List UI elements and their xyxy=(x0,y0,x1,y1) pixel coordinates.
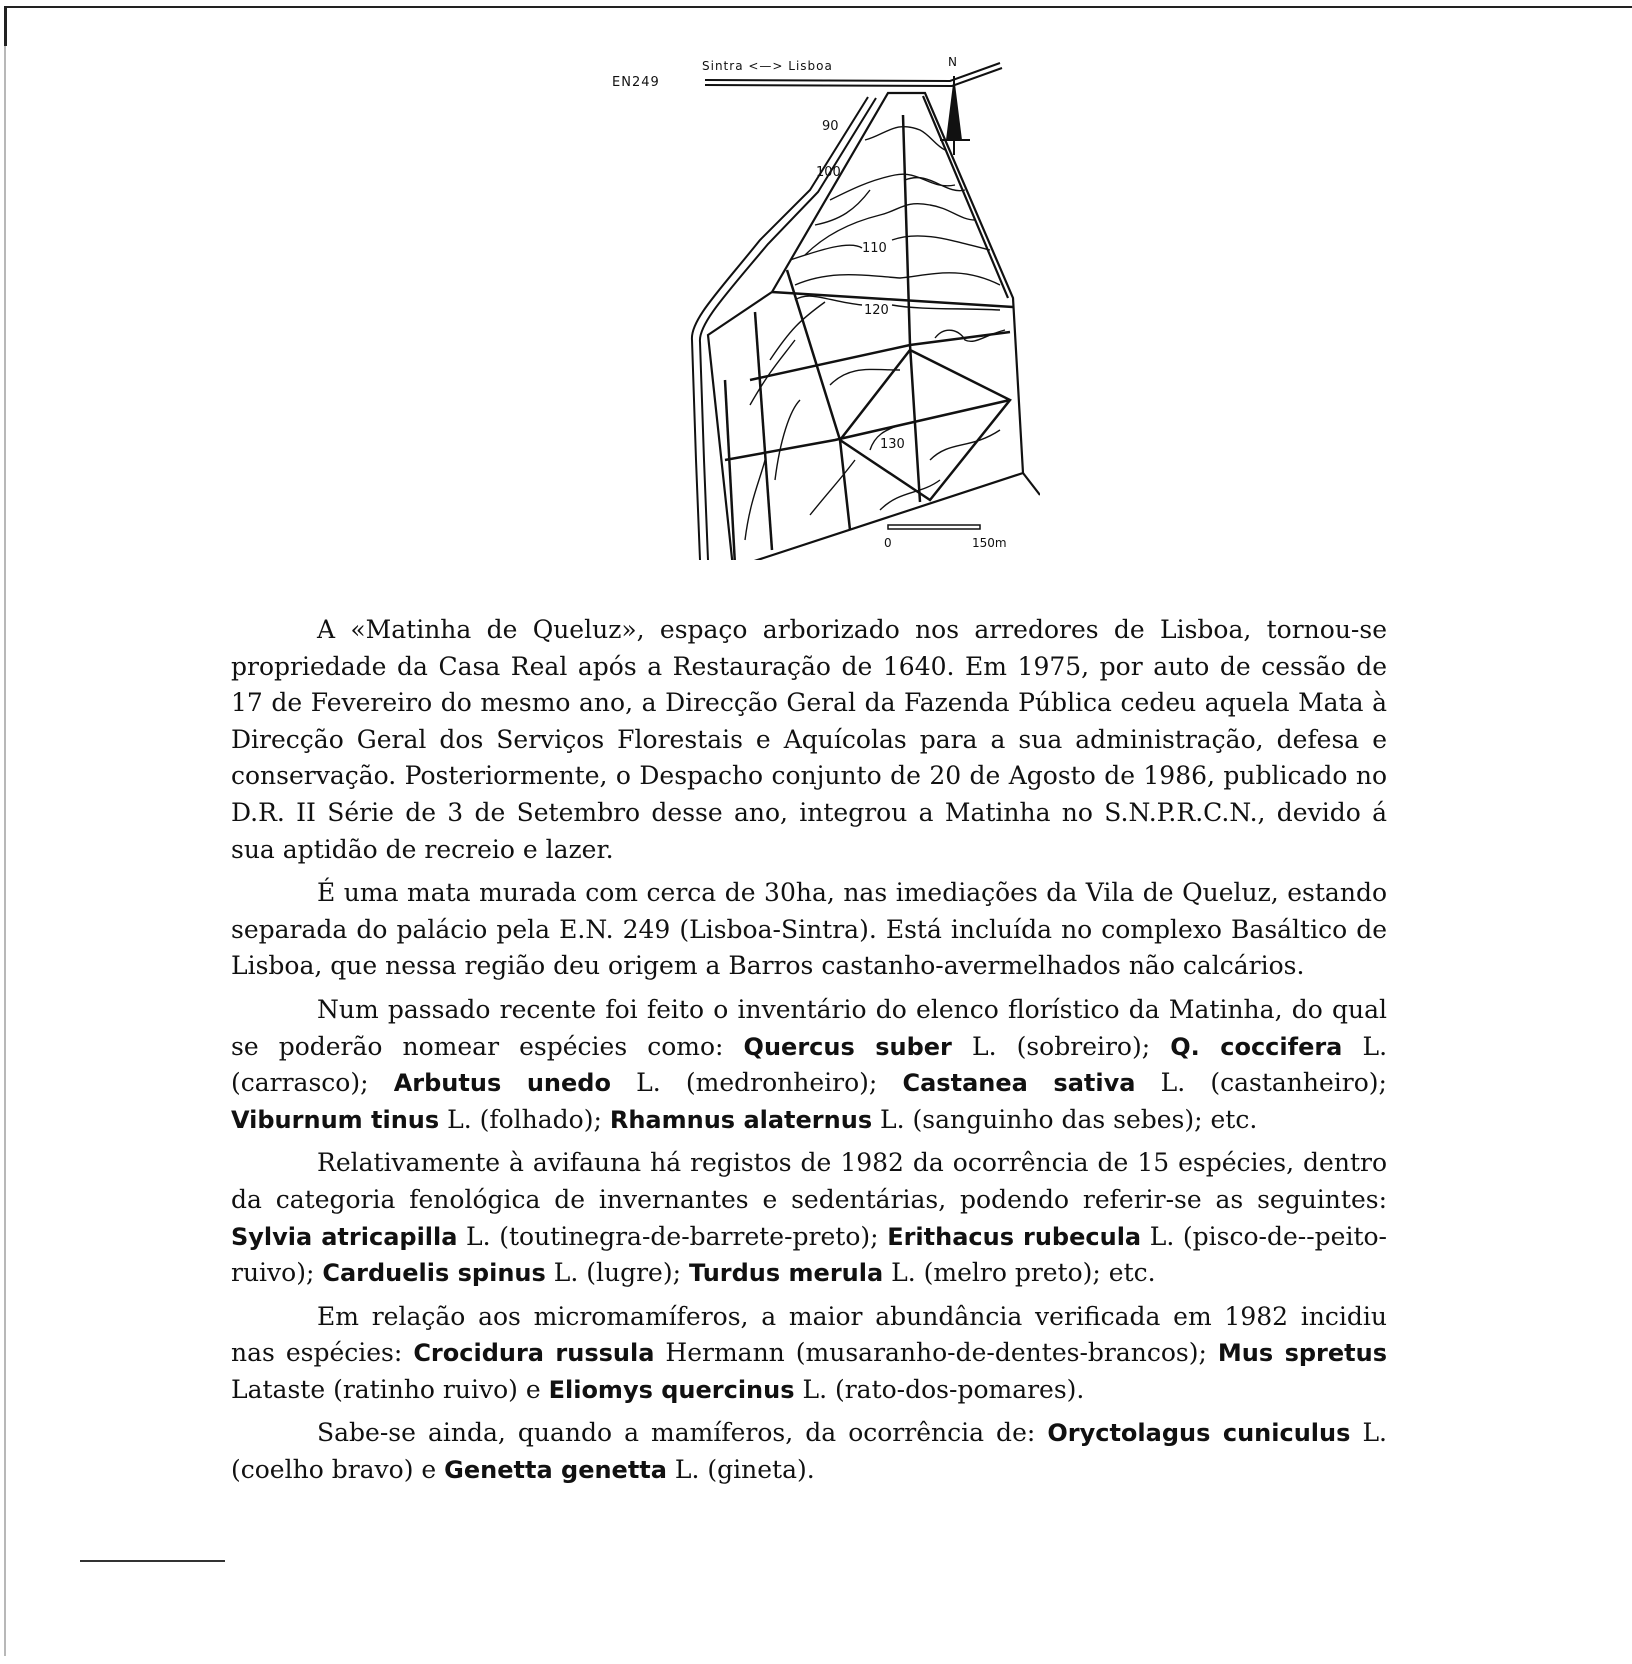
contour-label-120: 120 xyxy=(864,303,889,318)
map-boundary xyxy=(708,93,1040,560)
text-segment: L. (lugre); xyxy=(545,1258,689,1288)
paragraph xyxy=(231,1145,1387,1291)
species-name: Eliomys quercinus xyxy=(548,1375,795,1404)
species-name: Turdus merula xyxy=(688,1259,884,1288)
species-name: Carduelis spinus xyxy=(322,1259,546,1288)
footer-rule xyxy=(80,1560,225,1562)
species-name: Erithacus rubecula xyxy=(887,1222,1142,1251)
species-name: Sylvia atricapilla xyxy=(231,1222,458,1251)
scale-end-label: 150m xyxy=(972,536,1007,550)
page-border-left xyxy=(4,6,6,1656)
paragraph xyxy=(231,612,1387,868)
contour-label-110: 110 xyxy=(862,241,887,256)
species-name: Arbutus unedo xyxy=(393,1069,611,1098)
species-name: Q. coccifera xyxy=(1170,1032,1343,1061)
text-segment: L. (rato-dos-pomares). xyxy=(794,1374,1085,1404)
paragraph xyxy=(231,875,1387,985)
species-name: Mus spretus xyxy=(1217,1339,1388,1368)
text-segment: A «Matinha de Queluz», espaço arborizado nos arredores de Lisboa, tornou-se propriedade da Casa Real após a Restauração de 1640. Em 1975, por auto de cessão de 17 de Fevereiro do mesmo ano, a Direcção Geral da Fazenda Pública cedeu aquela Mata à Direcção Geral dos Serviços Florestais e Aquícolas para a sua administração, defesa e conservação. Posteriormente, o Despacho conjunto de 20 de Agosto de 1986, publicado no D.R. II Série de 3 de Setembro desse ano, integrou a Matinha no S.N.P.R.C.N., devido á sua aptidão de recreio e lazer. xyxy=(231,615,1387,864)
text-segment: Num passado recente foi feito o inventário do elenco florístico da Matinha, do qual se poderão nomear espécies como: xyxy=(231,994,1387,1061)
text-segment: L. (gineta). xyxy=(666,1455,815,1485)
text-segment: Hermann (musaranho-de-dentes-brancos); xyxy=(654,1338,1218,1368)
north-arrow xyxy=(940,55,970,155)
contour-label-130: 130 xyxy=(880,437,905,452)
text-segment: L. (castanheiro); xyxy=(1135,1068,1387,1098)
text-segment: L. (sanguinho das sebes); etc. xyxy=(872,1104,1258,1134)
site-map xyxy=(600,40,1040,560)
contour-label-90: 90 xyxy=(822,119,839,134)
species-name: Castanea sativa xyxy=(902,1069,1136,1098)
text-segment: L. (sobreiro); xyxy=(951,1031,1171,1061)
scale-bar xyxy=(884,525,1007,550)
page-border-top xyxy=(4,6,1632,8)
body-text xyxy=(231,612,1387,1496)
text-segment: L. (medronheiro); xyxy=(610,1068,903,1098)
text-segment: L. (folhado); xyxy=(439,1104,610,1134)
text-segment: L. (pisco-de--peito-ruivo); xyxy=(231,1221,1387,1288)
scale-start-label: 0 xyxy=(884,536,892,550)
paragraph xyxy=(231,1415,1387,1488)
species-name: Genetta genetta xyxy=(444,1456,667,1485)
road-label: EN249 xyxy=(612,75,660,90)
paragraph xyxy=(231,1299,1387,1409)
text-segment: Em relação aos micromamíferos, a maior abundância verificada em 1982 incidiu nas espécies: xyxy=(231,1301,1387,1368)
page-corner-mark xyxy=(4,6,23,46)
north-label: N xyxy=(948,55,957,69)
text-segment: L. (coelho bravo) e xyxy=(231,1418,1387,1485)
text-segment: L. (toutinegra-de-barrete-preto); xyxy=(457,1221,888,1251)
text-segment: L. (melro preto); etc. xyxy=(883,1258,1156,1288)
species-name: Oryctolagus cuniculus xyxy=(1047,1419,1351,1448)
text-segment: L. (carrasco); xyxy=(231,1031,1388,1098)
species-name: Crocidura russula xyxy=(413,1339,655,1368)
species-name: Rhamnus alaternus xyxy=(609,1105,873,1134)
text-segment: Lataste (ratinho ruivo) e xyxy=(231,1374,549,1404)
text-segment: É uma mata murada com cerca de 30ha, nas imediações da Vila de Queluz, estando separada do palácio pela E.N. 249 (Lisboa-Sintra). Está incluída no complexo Basáltico de Lisboa, que nessa região deu origem a Barros castanho-avermelhados não calcários. xyxy=(231,878,1387,981)
road-direction-label: Sintra <—> Lisboa xyxy=(702,59,833,73)
species-name: Quercus suber xyxy=(743,1032,952,1061)
text-segment: Relativamente à avifauna há registos de 1982 da ocorrência de 15 espécies, dentro da categoria fenológica de invernantes e sedentárias, podendo referir-se as seguintes: xyxy=(231,1148,1387,1214)
text-segment: Sabe-se ainda, quando a mamíferos, da ocorrência de: xyxy=(317,1418,1048,1448)
species-name: Viburnum tinus xyxy=(231,1105,440,1134)
contour-label-100: 100 xyxy=(816,165,841,180)
paragraph xyxy=(231,992,1387,1138)
